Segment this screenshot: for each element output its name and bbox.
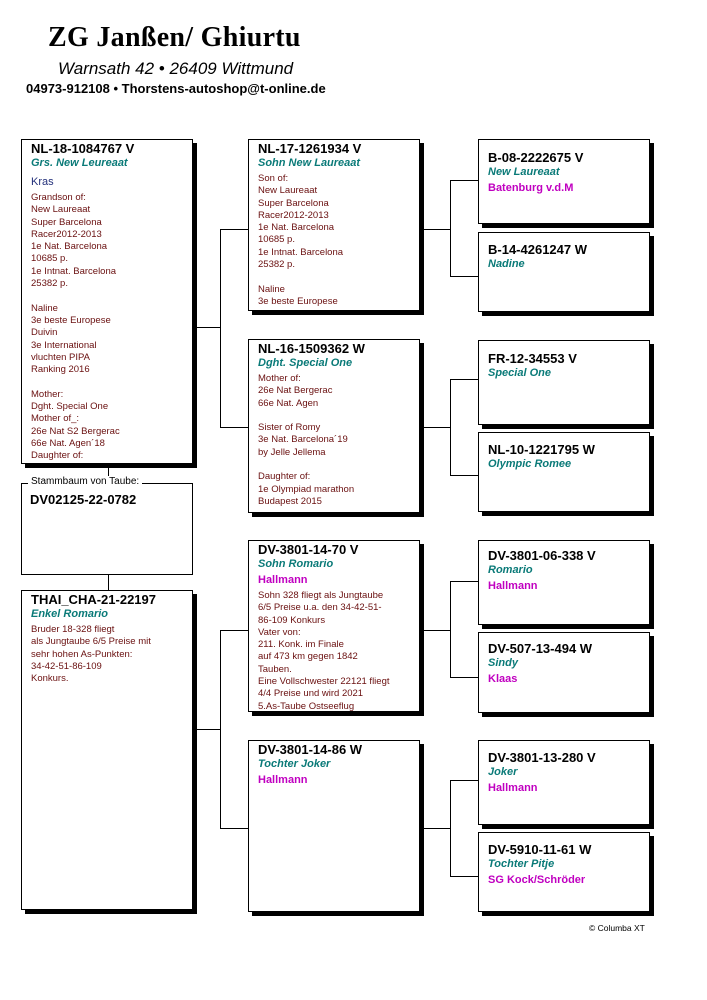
grandparent-card-3[interactable] <box>478 340 650 425</box>
mate-card[interactable] <box>21 590 193 910</box>
mate-notes: Bruder 18-328 fliegt als Jungtaube 6/5 Preise mit sehr hohen As-Punkten: 34-42-51-86-109 Konkurs. <box>31 624 151 685</box>
parent-ring: DV-3801-14-86 W <box>258 742 363 757</box>
address: Warnsath 42 • 26409 Wittmund <box>58 59 294 78</box>
grandparent-card-4[interactable] <box>478 432 650 512</box>
copyright-footer: © Columba XT <box>589 923 645 933</box>
mate-name: Enkel Romario <box>31 608 109 620</box>
grandparent-name: Sindy <box>488 657 518 669</box>
grandparent-name: Romario <box>488 564 533 576</box>
grandparent-name: Olympic Romee <box>488 458 572 470</box>
parent-ring: NL-17-1261934 V <box>258 141 362 156</box>
grandparent-ring: DV-507-13-494 W <box>488 641 593 656</box>
grandparent-ring: DV-3801-06-338 V <box>488 548 596 563</box>
parent-name: Dght. Special One <box>258 357 353 369</box>
grandparent-breeder: Batenburg v.d.M <box>488 182 574 194</box>
parent-ring: NL-16-1509362 W <box>258 341 365 356</box>
grandparent-card-8[interactable] <box>478 832 650 912</box>
grandparent-card-2[interactable] <box>478 232 650 312</box>
stammbaum-value: DV02125-22-0782 <box>30 492 137 507</box>
subject-name: Grs. New Leureaat <box>31 157 128 169</box>
parent-card-4[interactable] <box>248 740 420 912</box>
grandparent-ring: DV-3801-13-280 V <box>488 750 596 765</box>
grandparent-card-5[interactable] <box>478 540 650 625</box>
parent-card-2[interactable] <box>248 339 420 513</box>
page-title: ZG Janßen/ Ghiurtu <box>48 22 301 53</box>
parent-notes: Mother of: 26e Nat Bergerac 66e Nat. Agen Sister of Romy 3e Nat. Barcelona´19 by Jelle Jellema Daughter of: 1e Olympiad marathon Budapest 2015 <box>258 373 355 507</box>
subject-notes: Grandson of: New Laureaat Super Barcelona Racer2012-2013 1e Nat. Barcelona 10685 p. 1e Intnat. Barcelona 25382 p. Naline 3e beste Europese Duivin 3e International vluchten PIPA Ranking 2016 Mother: Dght. Special One Mother of_: 26e Nat S2 Bergerac 66e Nat. Agen´18 Daughter of: <box>31 192 120 462</box>
grandparent-name: Tochter Pitje <box>488 858 555 870</box>
parent-card-1[interactable] <box>248 139 420 311</box>
grandparent-card-1[interactable] <box>478 139 650 224</box>
subject-ring: NL-18-1084767 V <box>31 141 135 156</box>
grandparent-ring: DV-5910-11-61 W <box>488 842 592 857</box>
grandparent-breeder: Hallmann <box>488 580 538 592</box>
grandparent-breeder: SG Kock/Schröder <box>488 874 586 886</box>
grandparent-name: New Laureaat <box>488 166 560 178</box>
grandparent-breeder: Klaas <box>488 673 518 685</box>
grandparent-card-7[interactable] <box>478 740 650 825</box>
parent-name: Tochter Joker <box>258 758 331 770</box>
grandparent-name: Special One <box>488 367 551 379</box>
parent-name: Sohn New Laureaat <box>258 157 361 169</box>
grandparent-ring: B-14-4261247 W <box>488 242 587 257</box>
contact-info: 04973-912108 • Thorstens-autoshop@t-online.de <box>26 81 326 96</box>
parent-name: Sohn Romario <box>258 558 334 570</box>
parent-ring: DV-3801-14-70 V <box>258 542 359 557</box>
parent-notes: Sohn 328 fliegt als Jungtaube 6/5 Preise u.a. den 34-42-51- 86-109 Konkurs Vater von: 211. Konk. im Finale auf 473 km gegen 1842 Tauben. Eine Vollschwester 22121 fliegt 4/4 Preise und wird 2021 5.As-Taube Ostseeflug <box>258 590 390 712</box>
grandparent-name: Joker <box>488 766 518 778</box>
grandparent-ring: FR-12-34553 V <box>488 351 577 366</box>
parent-card-3[interactable] <box>248 540 420 712</box>
grandparent-ring: NL-10-1221795 W <box>488 442 595 457</box>
grandparent-name: Nadine <box>488 258 525 270</box>
subject-breeder: Kras <box>31 176 54 188</box>
grandparent-breeder: Hallmann <box>488 782 538 794</box>
grandparent-card-6[interactable] <box>478 632 650 713</box>
parent-breeder: Hallmann <box>258 574 308 586</box>
parent-notes: Son of: New Laureaat Super Barcelona Racer2012-2013 1e Nat. Barcelona 10685 p. 1e Intnat. Barcelona 25382 p. Naline 3e beste Europese <box>258 173 344 307</box>
mate-ring: THAI_CHA-21-22197 <box>31 592 156 607</box>
parent-breeder: Hallmann <box>258 774 308 786</box>
subject-card[interactable] <box>21 139 193 464</box>
grandparent-ring: B-08-2222675 V <box>488 150 584 165</box>
stammbaum-label: Stammbaum von Taube: <box>28 476 142 487</box>
